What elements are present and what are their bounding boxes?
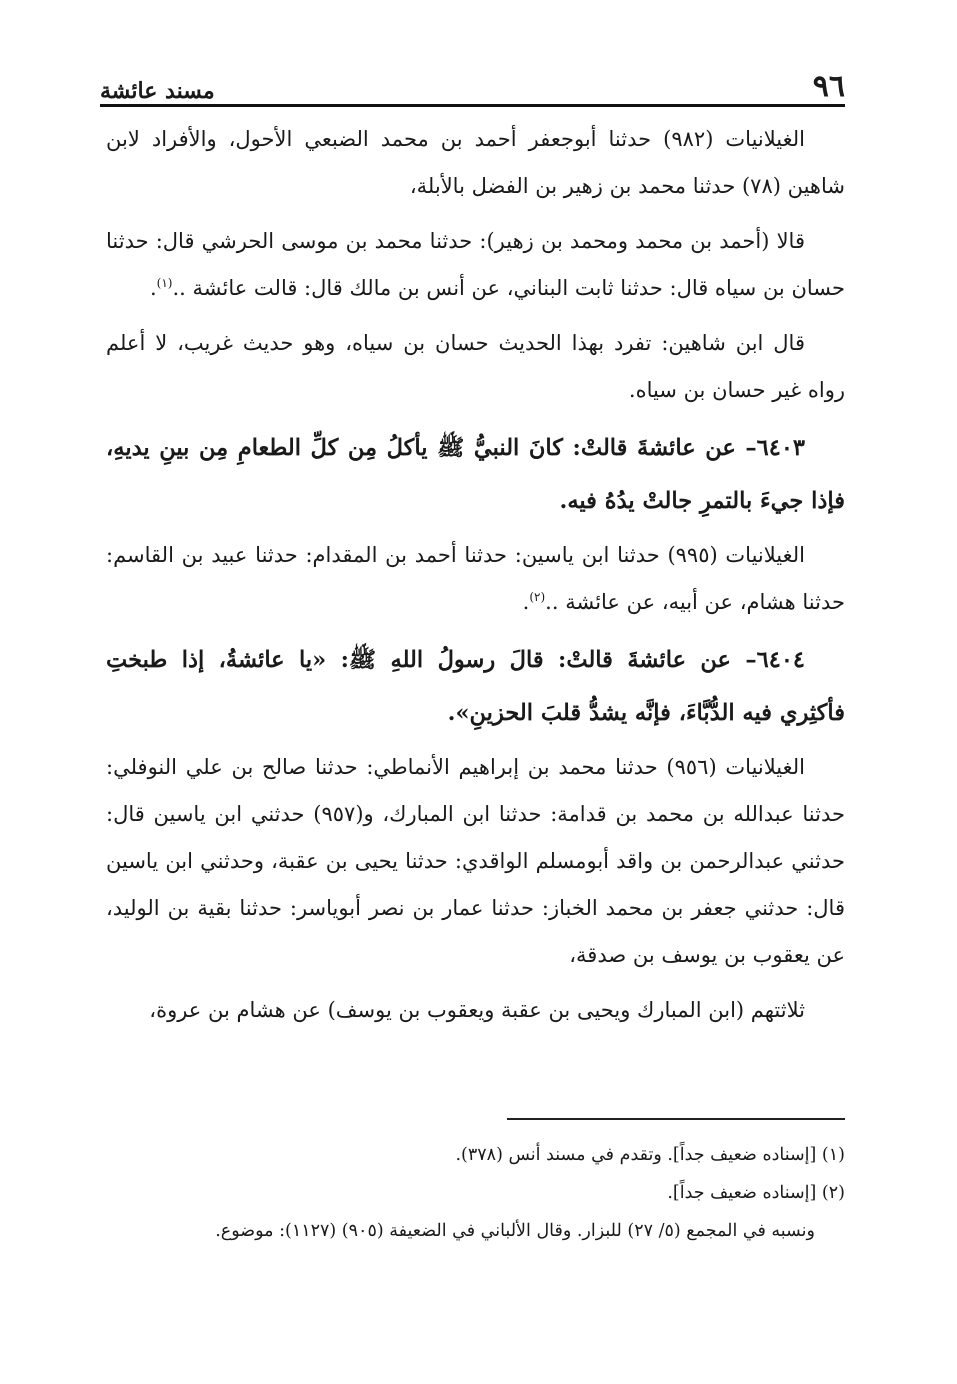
paragraph-text: الغيلانيات (٩٨٢) حدثنا أبوجعفر أحمد بن محمد الضبعي الأحول، والأفراد لابن شاهين (٧٨) حدثنا محمد بن زهير بن الفضل بالأبلة، <box>106 127 845 198</box>
main-text <box>106 116 845 1042</box>
paragraph-text: الغيلانيات (٩٥٦) حدثنا محمد بن إبراهيم الأنماطي: حدثنا صالح بن علي النوفلي: حدثنا عبدالله بن محمد بن قدامة: حدثنا ابن المبارك، و(٩٥٧) حدثني ابن ياسين قال: حدثني عبدالرحمن بن واقد أبومسلم الواقدي: حدثنا يحيى بن عقبة، وحدثني ابن ياسين قال: حدثني جعفر بن محمد الخباز: حدثنا عمار بن نصر أبوياسر: حدثنا بقية بن الوليد، عن يعقوب بن يوسف بن صدقة، <box>106 755 845 967</box>
footnote-item: ونسبه في المجمع (٥/ ٢٧) للبزار. وقال الألباني في الضعيفة (٩٠٥) (١١٢٧): موضوع. <box>215 1221 815 1241</box>
page-header <box>100 62 845 102</box>
page-number: ٩٦ <box>812 69 845 104</box>
hadith-text <box>106 634 845 740</box>
footnote-item: (١) [إسناده ضعيف جداً]. وتقدم في مسند أنس (٣٧٨). <box>455 1145 845 1165</box>
paragraph-text: ثلاثتهم (ابن المبارك ويحيى بن عقبة ويعقوب بن يوسف) عن هشام بن عروة، <box>149 998 805 1022</box>
paragraph-text: ٦٤٠٣– عن عائشةَ قالتْ: كانَ النبيُّ ﷺ يأكلُ مِن كلِّ الطعامِ مِن بينِ يديهِ، فإذا جيءَ بالتمرِ جالتْ يدُهُ فيه. <box>106 435 845 514</box>
commentary-paragraph <box>106 744 845 979</box>
hadith-text <box>106 422 845 528</box>
running-title: مسند عائشة <box>100 78 215 104</box>
commentary-paragraph <box>106 320 845 414</box>
footnote-marker[interactable]: (١) <box>156 276 173 290</box>
paragraph-text: قالا (أحمد بن محمد ومحمد بن زهير): حدثنا محمد بن موسى الحرشي قال: حدثنا حسان بن سياه قال: حدثنا ثابت البناني، عن أنس بن مالك قال: قالت عائشة .. <box>106 229 845 300</box>
footnote-divider <box>507 1118 845 1120</box>
footnotes <box>106 1136 845 1250</box>
header-divider <box>100 104 845 107</box>
commentary-paragraph <box>106 987 845 1034</box>
paragraph-text: ٦٤٠٤– عن عائشةَ قالتْ: قالَ رسولُ اللهِ ﷺ: «يا عائشةُ، إذا طبختِ فأكثِري فيه الدُّبَّاءَ، فإنَّه يشدُّ قلبَ الحزينِ». <box>106 647 845 726</box>
paragraph-text: الغيلانيات (٩٩٥) حدثنا ابن ياسين: حدثنا أحمد بن المقدام: حدثنا عبيد بن القاسم: حدثنا هشام، عن أبيه، عن عائشة .. <box>106 543 845 614</box>
paragraph-text: قال ابن شاهين: تفرد بهذا الحديث حسان بن سياه، وهو حديث غريب، لا أعلم رواه غير حسان بن سياه. <box>106 331 845 402</box>
footnote-item: (٢) [إسناده ضعيف جداً]. <box>667 1183 845 1203</box>
commentary-paragraph: الغيلانيات (٩٩٥) حدثنا ابن ياسين: حدثنا أحمد بن المقدام: حدثنا عبيد بن القاسم: حدثنا هشام، عن أبيه، عن عائشة ..$^{(٢)}$. <box>106 543 845 614</box>
commentary-paragraph: قالا (أحمد بن محمد ومحمد بن زهير): حدثنا محمد بن موسى الحرشي قال: حدثنا حسان بن سياه قال: حدثنا ثابت البناني، عن أنس بن مالك قال: قالت عائشة ..$^{(١)}$. <box>106 229 845 300</box>
commentary-paragraph <box>106 116 845 210</box>
footnote-marker[interactable]: (٢) <box>529 590 546 604</box>
